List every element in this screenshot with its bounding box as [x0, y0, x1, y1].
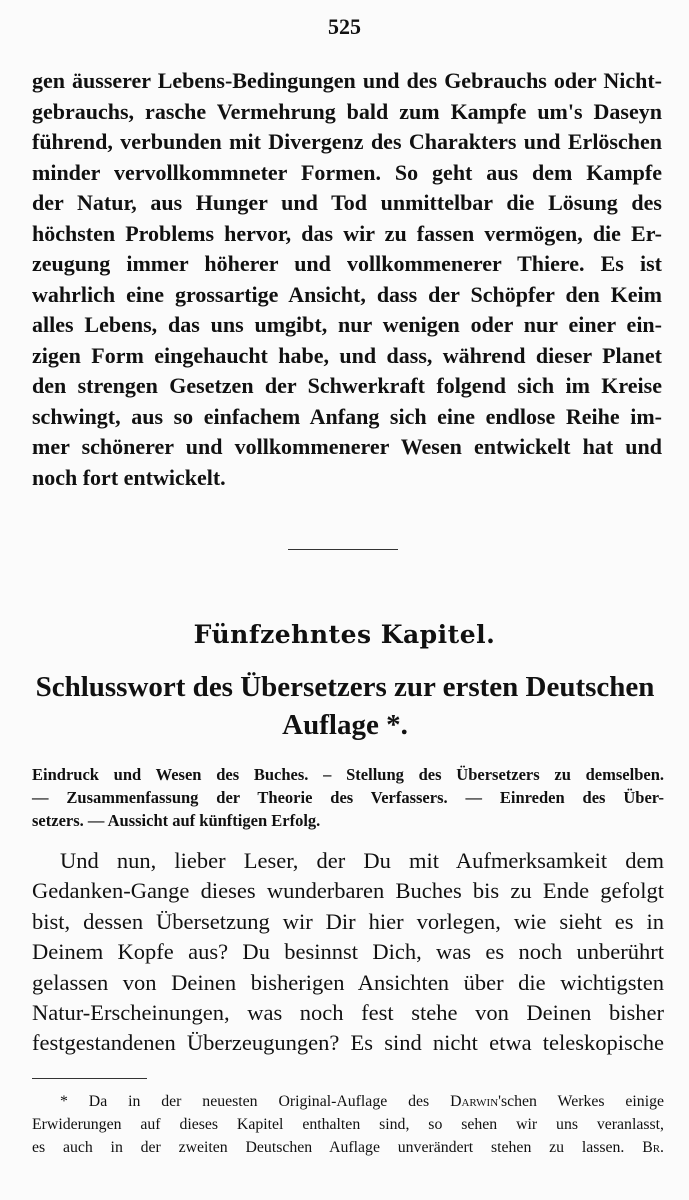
summary-line: Eindruck und Wesen des Buches. – Stellung des Übersetzers zu demselben.: [32, 765, 664, 784]
text-line: der Natur, aus Hunger und Tod unmittelbar die Lösung des: [32, 190, 662, 215]
footnote-divider: [32, 1078, 147, 1079]
text-line: wahrlich eine grossartige Ansicht, dass der Schöpfer den Keim: [32, 281, 662, 307]
text-line: zigen Form eingehaucht habe, und dass, während dieser Planet: [32, 342, 662, 368]
text-line: schwingt, aus so einfachem Anfang sich eine endlose Reihe im-: [32, 403, 662, 429]
text-line: höchsten Problems hervor, das wir zu fassen vermögen, die Er-: [32, 220, 662, 246]
text-line: Und nun, lieber Leser, der Du mit Aufmerksamkeit dem: [60, 848, 664, 873]
chapter-summary: [32, 763, 664, 832]
text-line: festgestandenen Überzeugungen? Es sind nicht etwa teleskopische: [32, 1030, 664, 1056]
text-line: noch fort entwickelt.: [32, 464, 226, 490]
text-line: Natur-Erscheinungen, was noch fest stehe von Deinen bisher: [32, 1000, 664, 1026]
footnote-text: * Da in der neuesten Original-Auflage des: [60, 1093, 430, 1110]
text-line: gebrauchs, rasche Vermehrung bald zum Kampfe um's Daseyn: [32, 98, 662, 124]
chapter-number: Fünfzehntes Kapitel.: [193, 620, 496, 649]
translator-signature: Br.: [642, 1139, 665, 1156]
footnote-text: 'schen Werkes einige: [498, 1093, 665, 1110]
text-line: alles Lebens, das uns umgibt, nur wenigen oder nur einer ein-: [32, 312, 662, 337]
paragraph-top: [32, 66, 662, 493]
footnote-line: [32, 1136, 664, 1159]
text-line: zeugung immer höherer und vollkommenerer Thiere. Es ist: [32, 251, 662, 276]
chapter-title-line: Schlusswort des Übersetzers zur ersten Deutschen: [35, 671, 655, 703]
author-name: Darwin: [450, 1093, 499, 1110]
summary-line: — Zusammenfassung der Theorie des Verfassers. — Einreden des Über-: [32, 788, 664, 807]
text-line: mer schönerer und vollkommenerer Wesen entwickelt hat und: [32, 434, 662, 459]
footnote-line: [32, 1090, 664, 1113]
paragraph-main: [32, 846, 664, 1059]
footnote-line: Erwiderungen auf dieses Kapitel enthalten sind, so sehen wir uns veranlasst,: [32, 1116, 664, 1133]
text-line: Gedanken-Gange dieses wunderbaren Buches bis zu Ende gefolgt: [32, 878, 664, 904]
chapter-title-line: Auflage *.: [282, 709, 408, 741]
text-line: Deinem Kopfe aus? Du besinnst Dich, was es noch unberührt: [32, 939, 664, 965]
text-line: führend, verbunden mit Divergenz des Charakters und Erlöschen: [32, 129, 662, 154]
text-line: den strengen Gesetzen der Schwerkraft folgend sich im Kreise: [32, 373, 662, 398]
page-number: 525: [328, 14, 361, 39]
text-line: gen äusserer Lebens-Bedingungen und des Gebrauchs oder Nicht-: [32, 68, 662, 93]
chapter-title: [30, 668, 660, 744]
footnote-text: es auch in der zweiten Deutschen Auflage unverändert stehen zu lassen.: [32, 1139, 625, 1156]
section-divider: [288, 549, 398, 550]
summary-line: setzers. — Aussicht auf künftigen Erfolg.: [32, 811, 321, 830]
text-line: minder vervollkommneter Formen. So geht aus dem Kampfe: [32, 159, 662, 185]
footnote: [32, 1090, 664, 1159]
text-line: bist, dessen Übersetzung wir Dir hier vorlegen, wie sieht es in: [32, 908, 664, 934]
text-line: gelassen von Deinen bisherigen Ansichten über die wichtigsten: [32, 969, 664, 995]
